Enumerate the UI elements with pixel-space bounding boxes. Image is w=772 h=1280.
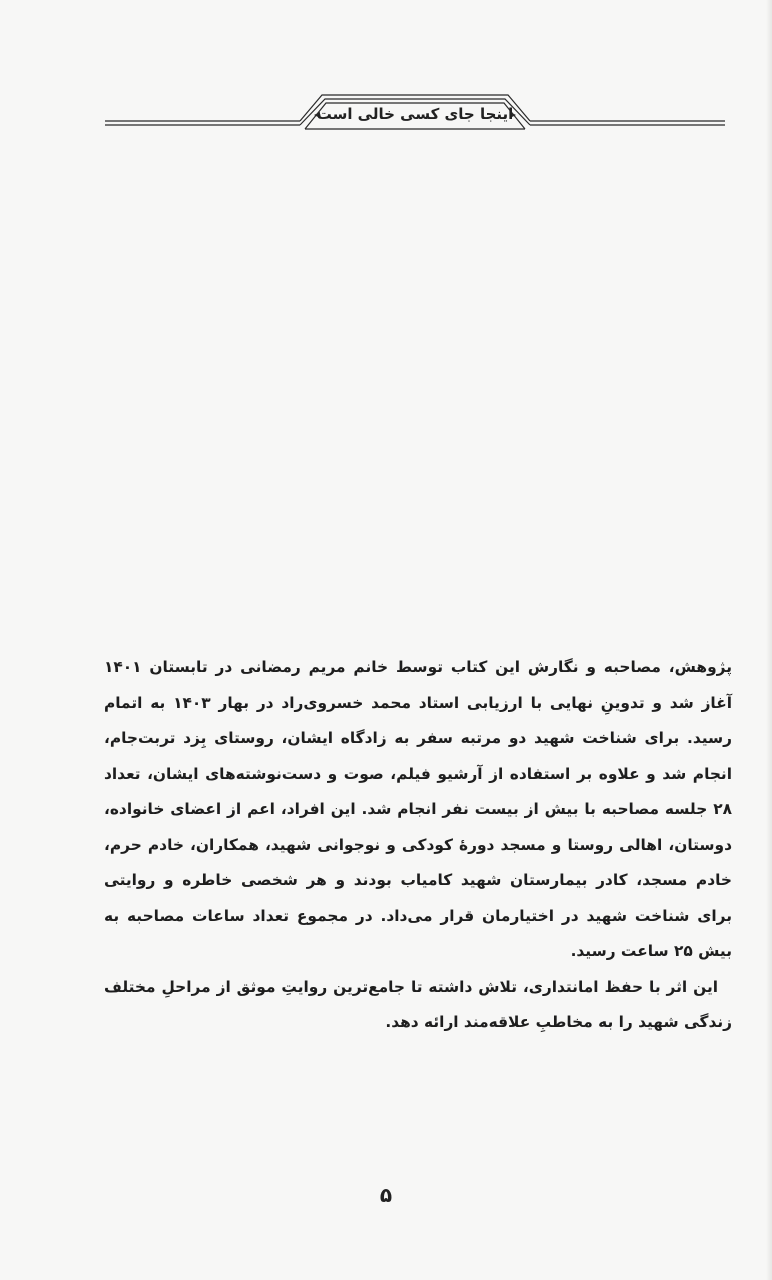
running-title: اینجا جای کسی خالی است — [316, 105, 514, 123]
page-edge-shadow — [766, 0, 772, 1280]
paragraph-2: این اثر با حفظ امانتداری، تلاش داشته تا جامع‌ترین روایتِ موثق از مراحلِ مختلف زندگی شهید را به مخاطبِ علاقه‌مند ارائه دهد. — [104, 977, 732, 1031]
main-text-block — [104, 650, 732, 1041]
running-header — [100, 85, 730, 135]
paragraph-1: پژوهش، مصاحبه و نگارش این کتاب توسط خانم مریم رمضانی در تابستان ۱۴۰۱ آغاز شد و تدوینِ نهایی با ارزیابی استاد محمد خسروی‌راد در بهار ۱۴۰۳ به اتمام رسید. برای شناخت شهید دو مرتبه سفر به زادگاه ایشان، روستای بِزد تربت‌جام، انجام شد و علاوه بر استفاده از آرشیو فیلم، صوت و دست‌نوشته‌های ایشان، تعداد ۲۸ جلسه مصاحبه با بیش از بیست نفر انجام شد. این افراد، اعم از اعضای خانواده، دوستان، اهالی روستا و مسجد دورهٔ کودکی و نوجوانی شهید، همکاران، خادم حرم، خادم مسجد، کادر بیمارستان شهید کامیاب بودند و هر شخصی خاطره و روایتی برای شناخت شهید در اختیارمان قرار می‌داد. در مجموع تعداد ساعات مصاحبه به بیش ۲۵ ساعت رسید. — [104, 658, 732, 960]
page-number: ۵ — [379, 1183, 393, 1207]
